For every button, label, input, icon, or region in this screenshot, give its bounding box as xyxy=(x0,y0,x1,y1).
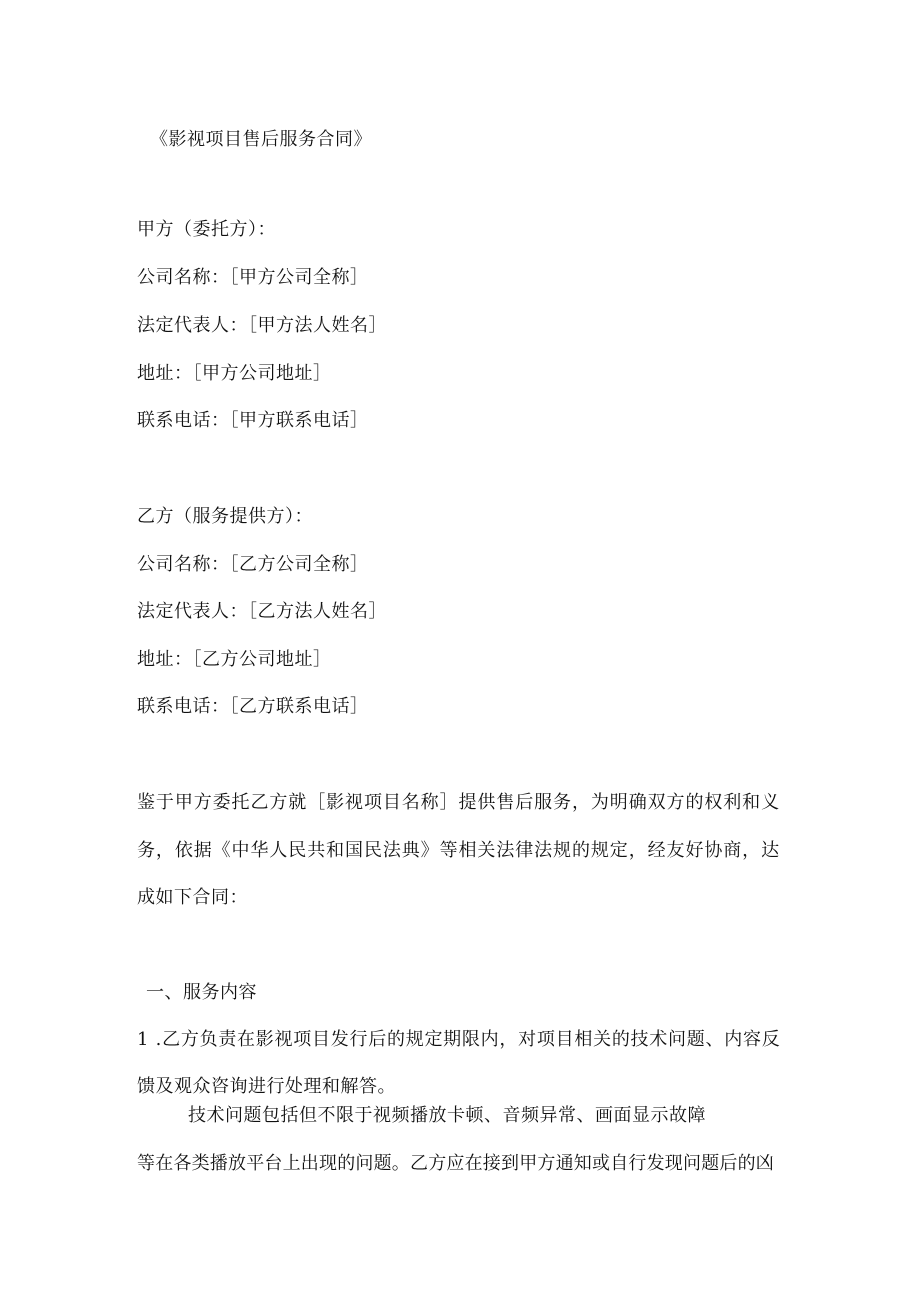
section-1-sub-line-2: 等在各类播放平台上出现的问题。乙方应在接到甲方通知或自行发现问题后的凶 xyxy=(137,1153,774,1174)
party-a-heading: 甲方（委托方）： xyxy=(137,219,276,240)
preamble-line-3: 成如下合同： xyxy=(137,887,248,908)
section-1-heading: 一、服务内容 xyxy=(146,982,257,1003)
party-a-company: 公司名称：［甲方公司全称］ xyxy=(137,267,369,288)
party-a-legal-rep: 法定代表人：［甲方法人姓名］ xyxy=(137,315,387,336)
preamble-line-1: 鉴于甲方委托乙方就［影视项目名称］提供售后服务，为明确双方的权利和义 xyxy=(137,792,780,813)
party-b-address: 地址：［乙方公司地址］ xyxy=(137,649,332,670)
party-b-legal-rep: 法定代表人：［乙方法人姓名］ xyxy=(137,601,387,622)
section-1-item-1-line-1: 1 .乙方负责在影视项目发行后的规定期限内，对项目相关的技术问题、内容反 xyxy=(137,1029,781,1050)
party-b-phone: 联系电话：［乙方联系电话］ xyxy=(137,696,369,717)
party-a-address: 地址：［甲方公司地址］ xyxy=(137,363,332,384)
party-a-phone: 联系电话：［甲方联系电话］ xyxy=(137,410,369,431)
party-b-heading: 乙方（服务提供方）： xyxy=(137,506,313,527)
section-1-sub-line-1: 技术问题包括但不限于视频播放卡顿、音频异常、画面显示故障 xyxy=(188,1105,706,1126)
document-title: 《影视项目售后服务合同》 xyxy=(150,129,372,150)
party-b-company: 公司名称：［乙方公司全称］ xyxy=(137,554,369,575)
section-1-item-1-line-2: 馈及观众咨询进行处理和解答。 xyxy=(137,1076,396,1097)
preamble-line-2: 务，依据《中华人民共和国民法典》等相关法律法规的规定，经友好协商，达 xyxy=(137,840,780,861)
